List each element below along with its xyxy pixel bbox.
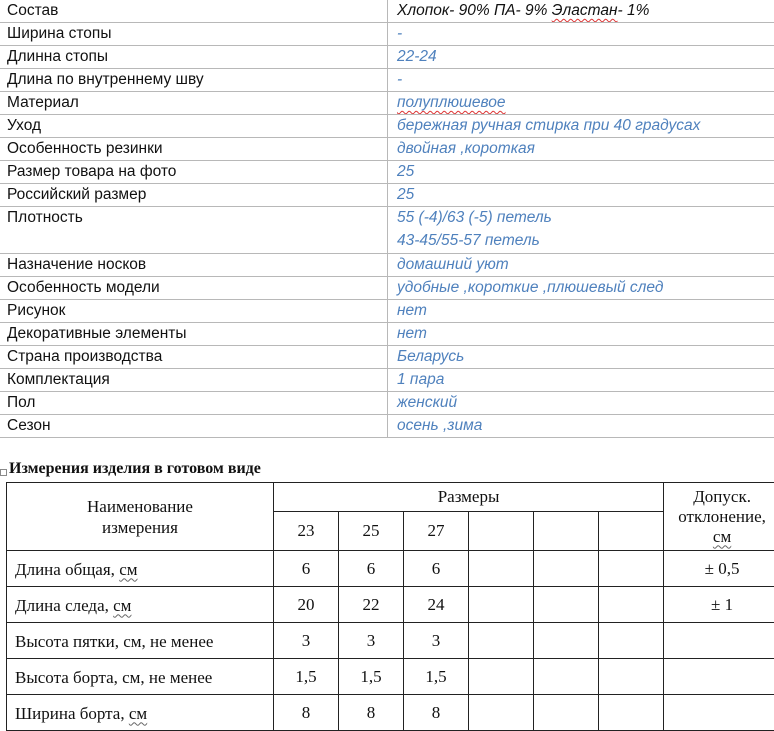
size-cell: 25 [339, 512, 404, 551]
header-tolerance [664, 483, 774, 551]
measurement-name: Длина следа, см [7, 587, 274, 623]
spec-row [0, 254, 774, 277]
table-row [7, 551, 774, 587]
size-cell [534, 512, 599, 551]
value-cell [469, 695, 534, 731]
measurement-name: Ширина борта, см [7, 695, 274, 731]
value-cell [469, 551, 534, 587]
spec-row [0, 392, 774, 415]
value-cell: 3 [339, 623, 404, 659]
size-cell: 23 [274, 512, 339, 551]
spec-value: Беларусь [388, 346, 774, 369]
value-cell: 6 [404, 551, 469, 587]
value-cell: 20 [274, 587, 339, 623]
spec-value: 22-24 [388, 46, 774, 69]
header-tol-line: отклонение, [678, 507, 766, 526]
header-name-line: измерения [102, 518, 178, 537]
spec-row [0, 277, 774, 300]
spec-row [0, 346, 774, 369]
header-name-line: Наименование [87, 497, 193, 516]
spec-label: Особенность резинки [0, 138, 388, 161]
size-cell: 27 [404, 512, 469, 551]
spec-row [0, 415, 774, 438]
spec-value [388, 92, 774, 115]
tolerance-cell: ± 1 [664, 587, 774, 623]
value-cell [599, 623, 664, 659]
table-row [7, 587, 774, 623]
spec-row [0, 138, 774, 161]
header-tol-line: см [713, 527, 731, 546]
spec-value: 25 [388, 184, 774, 207]
value-cell: 8 [404, 695, 469, 731]
spec-label: Материал [0, 92, 388, 115]
spec-row [0, 323, 774, 346]
spec-label: Ширина стопы [0, 23, 388, 46]
spec-label: Длина по внутреннему шву [0, 69, 388, 92]
spec-value: - [388, 69, 774, 92]
spec-value: 1 пара [388, 369, 774, 392]
value-cell [599, 659, 664, 695]
spec-value: 25 [388, 161, 774, 184]
tolerance-cell [664, 623, 774, 659]
value-cell [534, 587, 599, 623]
size-cell [599, 512, 664, 551]
spec-value: осень ,зима [388, 415, 774, 438]
spec-row [0, 69, 774, 92]
spec-row [0, 184, 774, 207]
spec-label: Плотность [0, 207, 388, 254]
measurement-name: Длина общая, см [7, 551, 274, 587]
table-row [7, 695, 774, 731]
spec-label: Страна производства [0, 346, 388, 369]
value-cell: 8 [339, 695, 404, 731]
value-cell: 1,5 [404, 659, 469, 695]
spec-label: Особенность модели [0, 277, 388, 300]
spec-value-text: полуплюшевое [397, 94, 506, 111]
spec-value [388, 207, 774, 254]
spec-label: Сезон [0, 415, 388, 438]
spec-row [0, 92, 774, 115]
value-cell [469, 659, 534, 695]
tolerance-cell [664, 659, 774, 695]
spec-value: женский [388, 392, 774, 415]
spec-label: Российский размер [0, 184, 388, 207]
table-row [7, 623, 774, 659]
spec-row [0, 23, 774, 46]
tolerance-cell: ± 0,5 [664, 551, 774, 587]
value-cell: 3 [404, 623, 469, 659]
spec-value: домашний уют [388, 254, 774, 277]
value-cell: 6 [274, 551, 339, 587]
table-row [7, 659, 774, 695]
value-cell [599, 587, 664, 623]
spec-row [0, 207, 774, 254]
value-cell: 3 [274, 623, 339, 659]
spec-value: нет [388, 300, 774, 323]
spec-row [0, 300, 774, 323]
spec-label: Декоративные элементы [0, 323, 388, 346]
tolerance-cell [664, 695, 774, 731]
value-cell [469, 623, 534, 659]
value-cell: 1,5 [339, 659, 404, 695]
value-cell: 1,5 [274, 659, 339, 695]
value-cell: 22 [339, 587, 404, 623]
spec-value: двойная ,короткая [388, 138, 774, 161]
spec-value: Хлопок- 90% ПА- 9% Эластан- 1% [388, 0, 774, 23]
value-cell [599, 551, 664, 587]
header-tol-line: Допуск. [693, 487, 751, 506]
spec-row [0, 46, 774, 69]
spec-label: Рисунок [0, 300, 388, 323]
spec-label: Назначение носков [0, 254, 388, 277]
spec-label: Комплектация [0, 369, 388, 392]
header-row [7, 483, 774, 512]
header-measurement-name [7, 483, 274, 551]
value-cell: 24 [404, 587, 469, 623]
spec-value: удобные ,короткие ,плюшевый след [388, 277, 774, 300]
measurement-name: Высота пятки, см, не менее [7, 623, 274, 659]
spec-value: бережная ручная стирка при 40 градусах [388, 115, 774, 138]
value-cell [534, 659, 599, 695]
measurements-title: Измерения изделия в готовом виде [9, 460, 261, 478]
value-cell [599, 695, 664, 731]
value-cell [534, 551, 599, 587]
value-cell [534, 623, 599, 659]
value-cell: 6 [339, 551, 404, 587]
spec-label: Длинна стопы [0, 46, 388, 69]
spec-label: Уход [0, 115, 388, 138]
spec-row [0, 161, 774, 184]
spec-label: Размер товара на фото [0, 161, 388, 184]
spec-label: Пол [0, 392, 388, 415]
header-sizes: Размеры [274, 483, 664, 512]
value-cell [534, 695, 599, 731]
value-cell [469, 587, 534, 623]
spec-value-line: 43-45/55-57 петель [397, 230, 774, 253]
spec-row [0, 0, 774, 23]
measurement-name: Высота борта, см, не менее [7, 659, 274, 695]
size-cell [469, 512, 534, 551]
spec-value-line: 55 (-4)/63 (-5) петель [397, 207, 774, 230]
value-cell: 8 [274, 695, 339, 731]
spec-row [0, 115, 774, 138]
table-anchor-icon[interactable] [0, 469, 7, 476]
measurements-table [6, 482, 774, 731]
spec-value: - [388, 23, 774, 46]
spec-row [0, 369, 774, 392]
spec-label: Состав [0, 0, 388, 23]
spec-value: нет [388, 323, 774, 346]
